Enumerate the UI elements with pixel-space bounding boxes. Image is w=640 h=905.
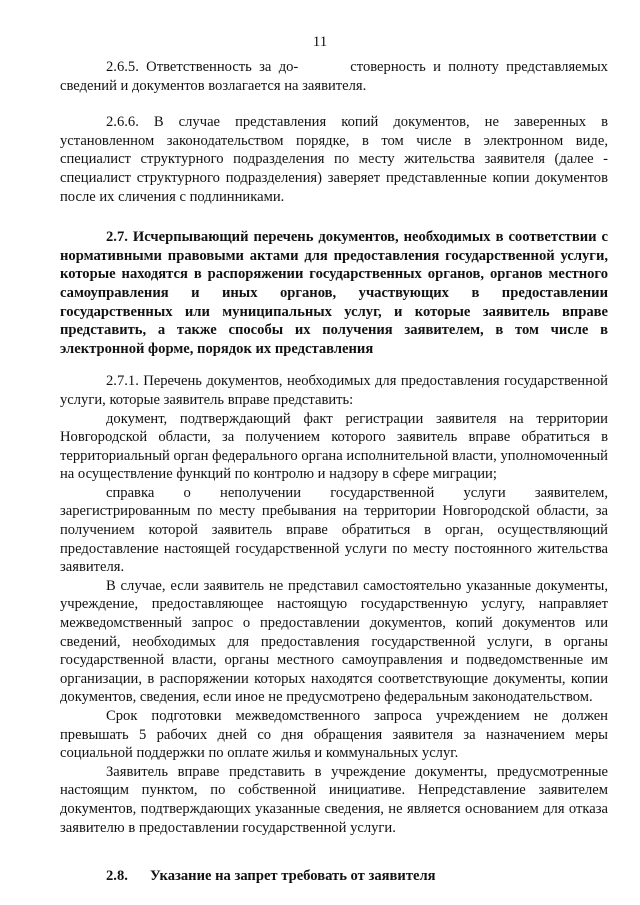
paragraph-applicant-right: Заявитель вправе представить в учреждение документы, предусмотренные настоящим пунктом, по собственной инициативе. Непредставление заявителем документов, подтверждающих указанные сведения, не является основанием для отказа заявителю в предоставлении государственной услуги. — [60, 763, 608, 836]
paragraph-2-6-5-start: 2.6.5. Ответственность за до- — [106, 59, 299, 75]
document-body — [60, 58, 608, 886]
paragraph-2-6-5 — [60, 58, 608, 95]
page-number: 11 — [312, 34, 328, 50]
section-heading-2-7: 2.7. Исчерпывающий перечень документов, необходимых в соответствии с нормативными правовыми актами для предоставления государственной услуги, которые находятся в распоряжении государственных органов, органов местного самоуправления и иных органов, участвующих в предоставлении государственных или муниципальных услуг, и которые заявитель вправе представить, а также способы их получения заявителем, в том числе в электронной форме, порядок их представления — [60, 229, 608, 357]
section-heading-2-8 — [60, 867, 608, 886]
section-number-2-8: 2.8. — [106, 868, 128, 885]
paragraph-2-7-1: 2.7.1. Перечень документов, необходимых для предоставления государственной услуги, которые заявитель вправе представить: — [60, 373, 608, 408]
section-title-2-8: Указание на запрет требовать от заявителя — [150, 868, 436, 885]
document-item-certificate: справка о неполучении государственной услуги заявителем, зарегистрированным по месту пребывания на территории Новгородской области, за получением которой заявитель вправе обратиться в орган, осуществляющий предоставление настоящей государственной услуги по месту постоянного жительства заявителя. — [60, 484, 608, 576]
document-item-registration: документ, подтверждающий факт регистрации заявителя на территории Новгородской области, за получением которого заявитель вправе обратиться в территориальный орган федерального органа исполнительной власти, уполномоченный на осуществление функций по контролю и надзору в сфере миграции; — [60, 410, 608, 483]
paragraph-request-term: Срок подготовки межведомственного запроса учреждением не должен превышать 5 рабочих дней со дня обращения заявителя за назначением меры социальной поддержки по оплате жилья и коммунальных услуг. — [60, 708, 608, 762]
paragraph-interagency-request: В случае, если заявитель не представил самостоятельно указанные документы, учреждение, предоставляющее настоящую государственную услугу, направляет межведомственный запрос о предоставлении документов, копий документов или сведений, необходимых для предоставления государственной услуги, в органы государственной власти, органы местного самоуправления и подведомственные им организации, в распоряжении которых находятся соответствующие документы, копии документов, сведения, если иное не предусмотрено федеральным законодательством. — [60, 577, 608, 706]
paragraph-2-6-6: 2.6.6. В случае представления копий документов, не заверенных в установленном законодательством порядке, в том числе в электронном виде, специалист структурного подразделения по месту жительства заявителя (далее - специалист структурного подразделения) заверяет представленные копии документов после их сличения с подлинниками. — [60, 114, 608, 205]
paragraph-2-6-5-end: стоверность и полноту представляемых сведений и документов возлагается на заявителя. — [60, 59, 608, 94]
